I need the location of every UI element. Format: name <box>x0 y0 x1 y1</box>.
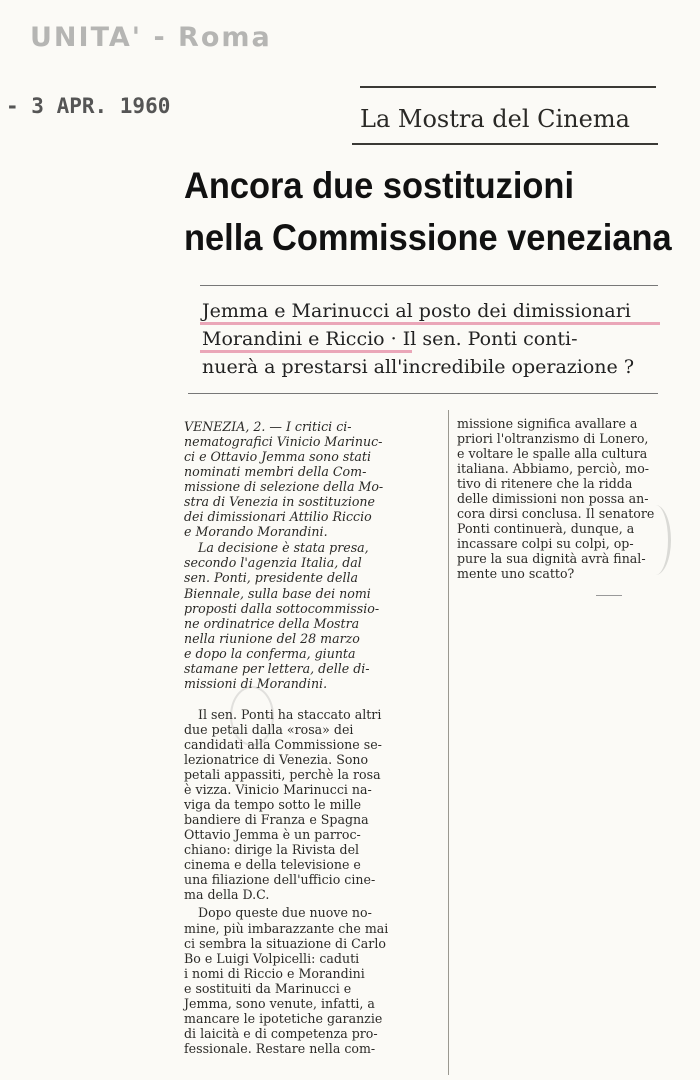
date-stamp: - 3 APR. 1960 <box>6 94 171 118</box>
article-line: Ottavio Jemma è un parroc- <box>184 827 361 843</box>
article-line: nella riunione del 28 marzo <box>184 630 360 646</box>
article-line: priori l'oltranzismo di Lonero, <box>457 431 649 447</box>
article-column-1 <box>184 419 440 1056</box>
article-line: e voltare le spalle alla cultura <box>457 446 648 462</box>
headline <box>184 160 672 264</box>
article-line: ci sembra la situazione di Carlo <box>184 935 386 951</box>
article-line: due petali dalla «rosa» dei <box>184 721 354 737</box>
article-line: proposti dalla sottocommissio- <box>184 600 380 616</box>
article-line: i nomi di Riccio e Morandini <box>184 965 365 981</box>
subhead-line: Jemma e Marinucci al posto dei dimissionari <box>202 300 631 322</box>
subhead-highlight-1 <box>200 322 660 325</box>
rubric-bottom-rule <box>352 143 658 145</box>
article-line: mine, più imbarazzante che mai <box>184 920 389 936</box>
end-mark <box>596 595 622 596</box>
article-line: italiana. Abbiamo, perciò, mo- <box>457 461 650 477</box>
article-line: Bo e Luigi Volpicelli: caduti <box>184 950 360 966</box>
article-line: Jemma, sono venute, infatti, a <box>184 995 375 1011</box>
article-line: cora dirsi conclusa. Il senatore <box>457 506 655 522</box>
article-line: secondo l'agenzia Italia, dal <box>184 555 362 571</box>
article-line: petali appassiti, perchè la rosa <box>184 767 381 783</box>
article-line: fessionale. Restare nella com- <box>184 1040 376 1056</box>
article-line: missione significa avallare a <box>457 416 638 431</box>
article-line: ci e Ottavio Jemma sono stati <box>184 449 371 465</box>
section-rubric: La Mostra del Cinema <box>360 105 630 133</box>
article-line: tivo di ritenere che la ridda <box>457 476 633 492</box>
article-line: Ponti continuerà, dunque, a <box>457 521 635 537</box>
subhead-top-rule <box>200 285 658 286</box>
rubric-top-rule <box>360 86 656 88</box>
article-line: delle dimissioni non possa an- <box>457 491 649 507</box>
article-line: e sostituiti da Marinucci e <box>184 980 352 996</box>
article-line: mente uno scatto? <box>457 566 575 582</box>
article-line: nominati membri della Com- <box>184 464 367 480</box>
headline-line: nella Commissione veneziana <box>184 217 672 258</box>
article-line: e dopo la conferma, giunta <box>184 645 356 661</box>
subheadline <box>202 297 634 381</box>
article-line: cinema e della televisione e <box>184 857 361 873</box>
article-line: mancare le ipotetiche garanzie <box>184 1010 383 1026</box>
article-line: è vizza. Vinicio Marinucci na- <box>184 782 372 798</box>
article-line: ne ordinatrice della Mostra <box>184 615 360 631</box>
paper-smudge <box>230 686 274 746</box>
article-line: nematografici Vinicio Marinuc- <box>184 434 383 450</box>
headline-line: Ancora due sostituzioni <box>184 165 575 206</box>
article-line: lezionatrice di Venezia. Sono <box>184 751 369 767</box>
article-line: Il sen. Ponti ha staccato altri <box>198 706 382 722</box>
article-line: pure la sua dignità avrà final- <box>457 551 646 567</box>
article-line: La decisione è stata presa, <box>198 540 369 556</box>
paper-smudge <box>640 505 671 575</box>
article-line: Dopo queste due nuove no- <box>198 905 372 921</box>
newspaper-stamp: UNITA' - Roma <box>30 22 272 53</box>
article-line: di laicità e di competenza pro- <box>184 1025 378 1041</box>
subhead-bottom-rule <box>188 393 658 394</box>
article-line: missioni di Morandini. <box>184 675 328 691</box>
article-line: viga da tempo sotto le mille <box>184 797 362 813</box>
article-line: una filiazione dell'ufficio cine- <box>184 872 376 888</box>
article-line: incassare colpi su colpi, op- <box>457 536 634 552</box>
article-line: stra di Venezia in sostituzione <box>184 494 375 510</box>
article-line: bandiere di Franza e Spagna <box>184 812 369 828</box>
article-line: sen. Ponti, presidente della <box>184 570 359 586</box>
article-line: dei dimissionari Attilio Riccio <box>184 509 372 525</box>
subhead-line: Morandini e Riccio · Il sen. Ponti conti- <box>202 328 578 350</box>
subhead-line: nuerà a prestarsi all'incredibile operazione ? <box>202 356 634 378</box>
article-line: VENEZIA, 2. — I critici ci- <box>184 419 352 434</box>
article-line: chiano: dirige la Rivista del <box>184 842 360 858</box>
article-line: candidati alla Commissione se- <box>184 736 382 752</box>
article-line: stamane per lettera, delle di- <box>184 660 370 676</box>
article-line: e Morando Morandini. <box>184 524 328 540</box>
article-line: missione di selezione della Mo- <box>184 479 384 495</box>
subhead-highlight-2 <box>200 350 412 353</box>
column-divider <box>448 410 449 1075</box>
article-line: Biennale, sulla base dei nomi <box>184 585 371 601</box>
article-line: ma della D.C. <box>184 887 270 903</box>
